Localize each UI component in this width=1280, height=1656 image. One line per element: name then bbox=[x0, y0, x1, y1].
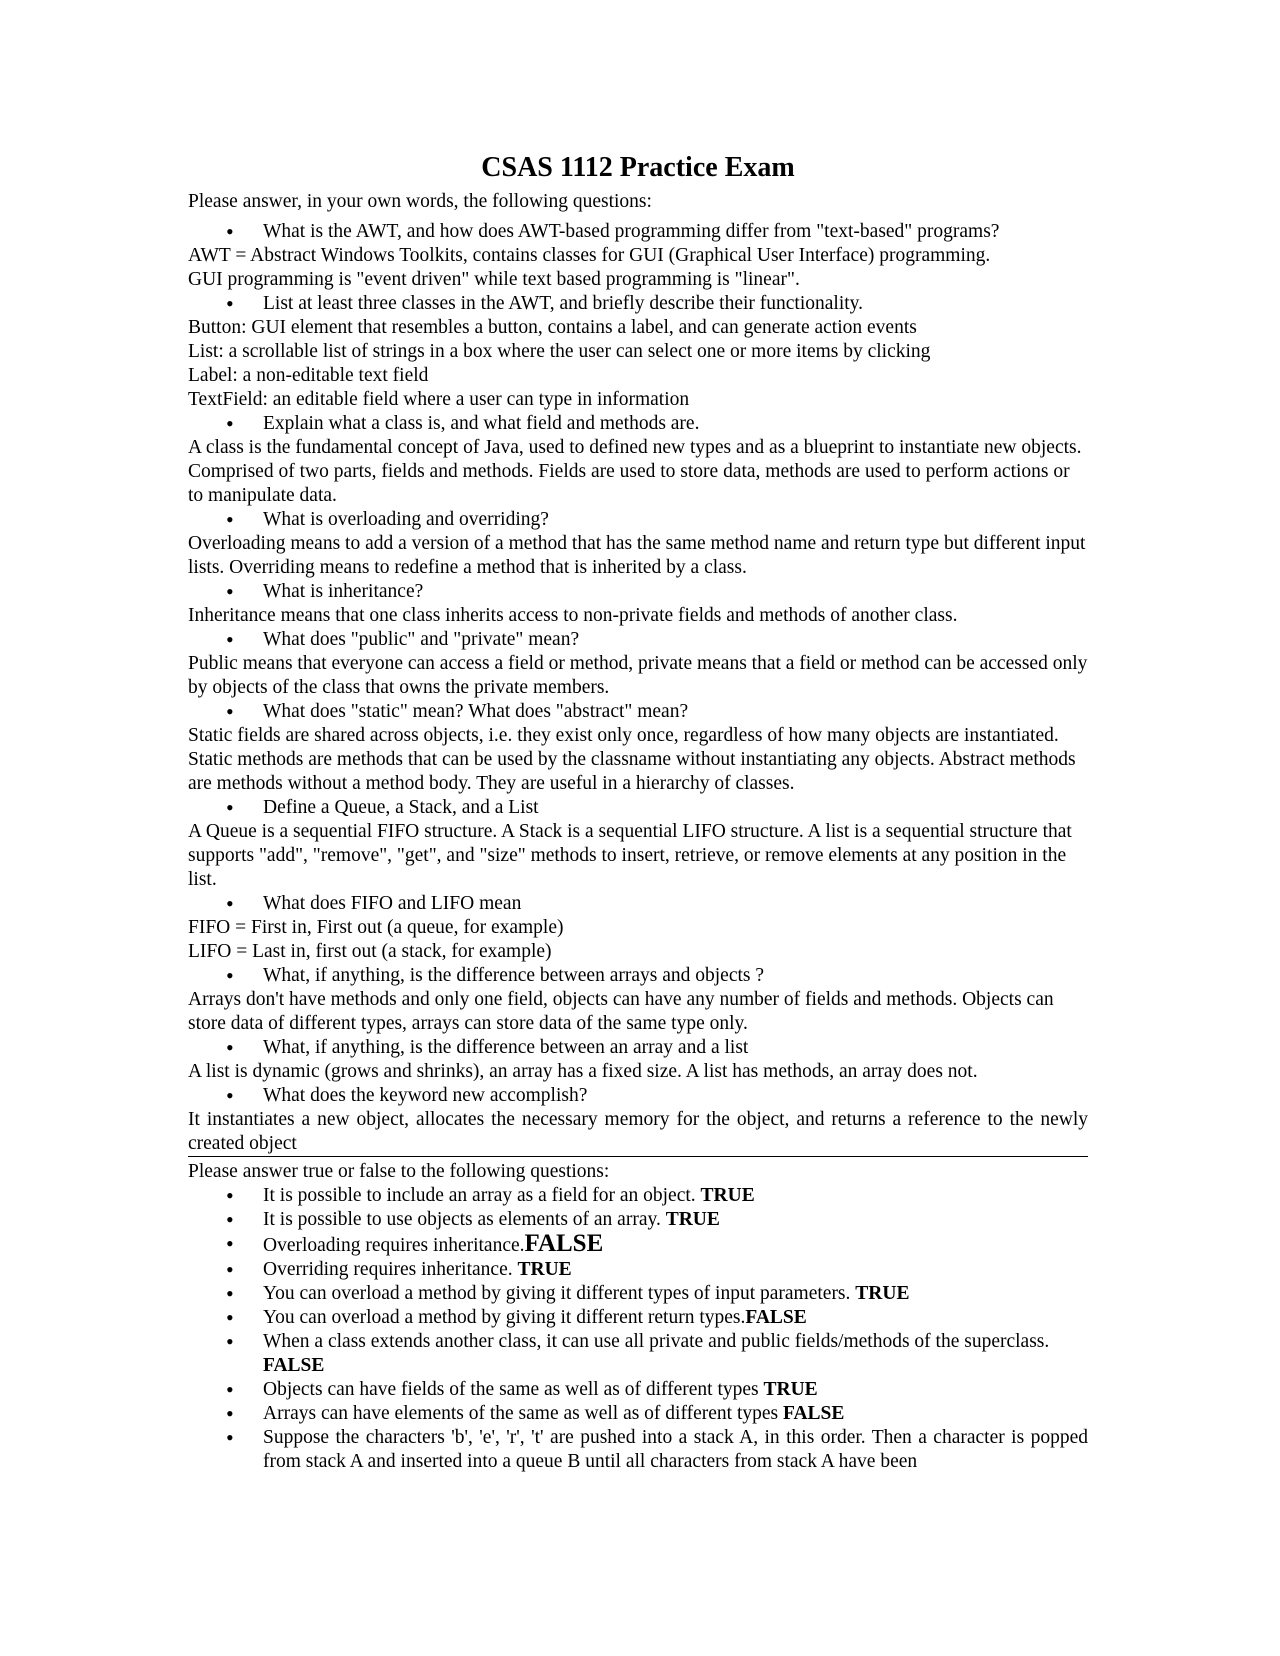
tf-answer: TRUE bbox=[700, 1185, 755, 1206]
tf-question: When a class extends another class, it can use all private and public fields/methods of the superclass. bbox=[263, 1331, 1050, 1352]
question-item: • What does "public" and "private" mean? bbox=[188, 628, 1088, 652]
tf-item bbox=[188, 1184, 1088, 1208]
tf-answer: FALSE bbox=[524, 1230, 604, 1257]
tf-answer: TRUE bbox=[763, 1379, 818, 1400]
question-item: • What is overloading and overriding? bbox=[188, 508, 1088, 532]
tf-item bbox=[188, 1282, 1088, 1306]
tf-question: Overriding requires inheritance. bbox=[263, 1259, 518, 1280]
question-item: • What is the AWT, and how does AWT-based programming differ from "text-based" programs? bbox=[188, 220, 1088, 244]
page-title: CSAS 1112 Practice Exam bbox=[481, 152, 795, 183]
answer-text: Inheritance means that one class inherits access to non-private fields and methods of another class. bbox=[188, 605, 958, 626]
answer-text: Static fields are shared across objects, i.e. they exist only once, regardless of how many objects are instantiated. Static methods are methods that can be used by the classname without instantiating any objects. Abstract methods are methods without a method body. They are useful in a hierarchy of classes. bbox=[188, 725, 1076, 794]
tf-item bbox=[188, 1232, 1088, 1258]
answer-text: Overloading means to add a version of a method that has the same method name and return type but different input lists. Overriding means to redefine a method that is inherited by a class. bbox=[188, 533, 1086, 578]
answer-text: A list is dynamic (grows and shrinks), an array has a fixed size. A list has methods, an array does not. bbox=[188, 1061, 978, 1082]
question-item: • Define a Queue, a Stack, and a List bbox=[188, 796, 1088, 820]
tf-question: Overloading requires inheritance. bbox=[263, 1235, 525, 1256]
tf-item bbox=[188, 1402, 1088, 1426]
answer-text: FIFO = First in, First out (a queue, for example) bbox=[188, 917, 564, 938]
tf-question: You can overload a method by giving it different types of input parameters. bbox=[263, 1283, 856, 1304]
answer-text: AWT = Abstract Windows Toolkits, contains classes for GUI (Graphical User Interface) programming. bbox=[188, 245, 991, 266]
answer-text: GUI programming is "event driven" while text based programming is "linear". bbox=[188, 269, 800, 290]
tf-item bbox=[188, 1330, 1088, 1378]
intro-text: Please answer, in your own words, the following questions: bbox=[188, 191, 652, 212]
answer-text: It instantiates a new object, allocates the necessary memory for the object, and returns a reference to the newly created object bbox=[188, 1108, 1088, 1157]
answer-text: Button: GUI element that resembles a button, contains a label, and can generate action events bbox=[188, 317, 917, 338]
tf-question: It is possible to use objects as elements of an array. bbox=[263, 1209, 666, 1230]
question-item: • Explain what a class is, and what field and methods are. bbox=[188, 412, 1088, 436]
question-item: • What does the keyword new accomplish? bbox=[188, 1084, 1088, 1108]
question-item: • What, if anything, is the difference between an array and a list bbox=[188, 1036, 1088, 1060]
answer-text: TextField: an editable field where a user can type in information bbox=[188, 389, 690, 410]
answer-text: Label: a non-editable text field bbox=[188, 365, 429, 386]
tf-item bbox=[188, 1258, 1088, 1282]
answer-text: LIFO = Last in, first out (a stack, for example) bbox=[188, 941, 552, 962]
question-item: • What, if anything, is the difference between arrays and objects ? bbox=[188, 964, 1088, 988]
tf-question: Arrays can have elements of the same as well as of different types bbox=[263, 1403, 783, 1424]
tf-answer: TRUE bbox=[665, 1209, 720, 1230]
tf-question: You can overload a method by giving it different return types. bbox=[263, 1307, 746, 1328]
answer-text: Public means that everyone can access a field or method, private means that a field or method can be accessed only by objects of the class that owns the private members. bbox=[188, 653, 1088, 698]
answer-text: A Queue is a sequential FIFO structure. A Stack is a sequential LIFO structure. A list is a sequential structure that supports "add", "remove", "get", and "size" methods to insert, retrieve, or remove elements at any position in the list. bbox=[188, 821, 1072, 890]
question-item: • List at least three classes in the AWT, and briefly describe their functionality. bbox=[188, 292, 1088, 316]
tf-item bbox=[188, 1208, 1088, 1232]
tf-item bbox=[188, 1306, 1088, 1330]
question-item: • What does "static" mean? What does "abstract" mean? bbox=[188, 700, 1088, 724]
answer-text: List: a scrollable list of strings in a box where the user can select one or more items by clicking bbox=[188, 341, 931, 362]
tf-answer: FALSE bbox=[263, 1355, 325, 1376]
question-item: • What does FIFO and LIFO mean bbox=[188, 892, 1088, 916]
true-false-intro: Please answer true or false to the following questions: bbox=[188, 1161, 610, 1182]
question-item: • What is inheritance? bbox=[188, 580, 1088, 604]
tf-item bbox=[188, 1378, 1088, 1402]
tf-item: • Suppose the characters 'b', 'e', 'r', 't' are pushed into a stack A, in this order. Then a character is popped from stack A and inserted into a queue B until all characters from stack A have been bbox=[188, 1426, 1088, 1474]
answer-text: Arrays don't have methods and only one field, objects can have any number of fields and methods. Objects can store data of different types, arrays can store data of the same type only. bbox=[188, 989, 1054, 1034]
answer-text: A class is the fundamental concept of Java, used to defined new types and as a blueprint to instantiate new objects. Comprised of two parts, fields and methods. Fields are used to store data, methods are used to perform actions or to manipulate data. bbox=[188, 437, 1082, 506]
tf-question: Objects can have fields of the same as well as of different types bbox=[263, 1379, 764, 1400]
tf-answer: TRUE bbox=[517, 1259, 572, 1280]
tf-question: It is possible to include an array as a field for an object. bbox=[263, 1185, 701, 1206]
tf-answer: TRUE bbox=[855, 1283, 910, 1304]
tf-answer: FALSE bbox=[745, 1307, 807, 1328]
document-body bbox=[188, 150, 1088, 1474]
tf-answer: FALSE bbox=[783, 1403, 845, 1424]
